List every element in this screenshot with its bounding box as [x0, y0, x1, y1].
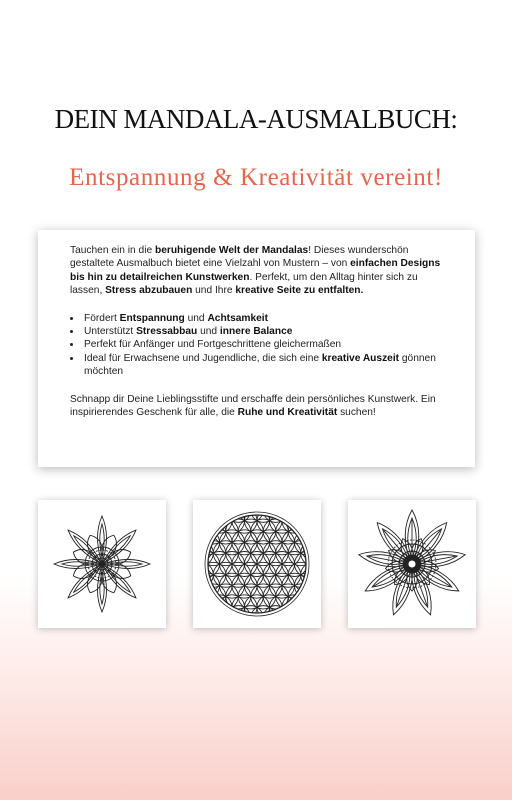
body-text: ! Dieses wunderschön gestaltete Ausmalbuch bietet eine Vielzahl von Mustern – von: [70, 245, 409, 270]
detailed-lotus-mandala-icon: [348, 500, 476, 628]
feature-item: [82, 312, 451, 325]
preview-card-2: [193, 500, 321, 628]
preview-card-3: [348, 500, 476, 628]
emphasis-text: Achtsamkeit: [207, 312, 269, 324]
page-title: DEIN MANDALA-AUSMALBUCH:: [54, 104, 458, 134]
body-text: Ideal für Erwachsene und Jugendliche, die sich eine: [84, 352, 322, 364]
body-text: Schnapp dir Deine Lieblingsstifte und erschaffe dein persönliches Kunstwerk. Ein inspirierendes Geschenk für alle, die: [70, 393, 436, 419]
closing-paragraph: [70, 393, 451, 420]
preview-card-1: [38, 500, 166, 628]
emphasis-text: Stress abzubauen: [105, 285, 193, 297]
feature-item: [82, 352, 451, 379]
emphasis-text: Entspannung: [119, 312, 185, 324]
intro-paragraph: [70, 244, 451, 298]
emphasis-text: einfachen Designs bis hin zu detailreichen Kunstwerken: [70, 258, 441, 283]
feature-list: [70, 312, 451, 379]
body-text: . Perfekt, um den Alltag hinter sich zu lassen,: [70, 271, 418, 297]
emphasis-text: kreative Seite zu entfalten.: [235, 285, 364, 297]
flower-of-life-icon: [193, 500, 321, 628]
feature-item: [82, 338, 451, 351]
body-text: Tauchen ein in die: [70, 245, 155, 256]
body-text: gönnen möchten: [84, 352, 436, 378]
emphasis-text: beruhigende Welt der Mandalas: [154, 245, 309, 256]
emphasis-text: Stressabbau: [136, 326, 198, 338]
emphasis-text: innere Balance: [219, 326, 293, 338]
body-text: Perfekt für Anfänger und Fortgeschrittene gleichermaßen: [84, 339, 342, 351]
emphasis-text: kreative Auszeit: [321, 352, 400, 364]
description-card: [38, 230, 475, 467]
floral-mandala-icon: [38, 500, 166, 628]
body-text: und: [197, 326, 220, 338]
body-text: und Ihre: [192, 285, 236, 297]
body-text: Unterstützt: [84, 326, 137, 338]
body-text: Fördert: [84, 312, 120, 324]
body-text: suchen!: [337, 407, 376, 419]
page-subtitle: Entspannung & Kreativität vereint!: [69, 164, 443, 191]
emphasis-text: Ruhe und Kreativität: [237, 407, 338, 419]
feature-item: [82, 325, 451, 338]
body-text: und: [184, 312, 208, 324]
